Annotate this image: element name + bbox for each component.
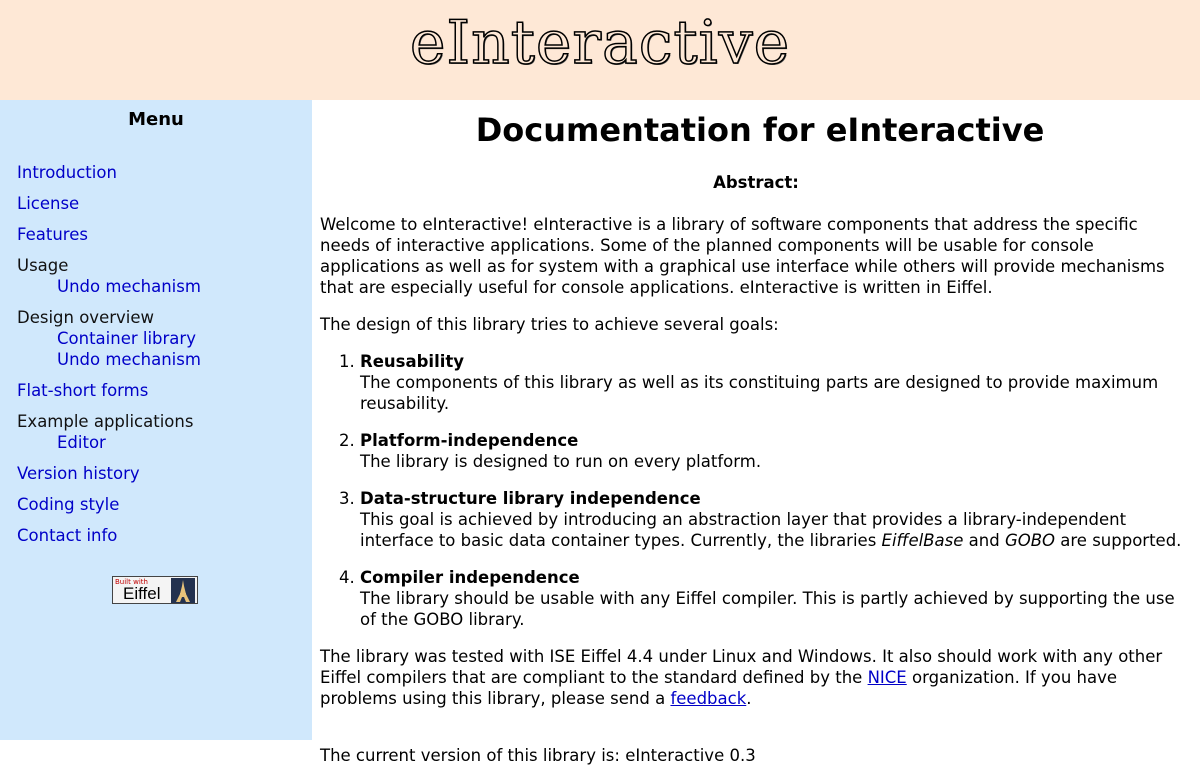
sidebar-item-usage-undo-mechanism[interactable]: Undo mechanism xyxy=(57,277,201,296)
abstract-body xyxy=(320,214,1192,782)
goals-intro: The design of this library tries to achieve several goals: xyxy=(320,315,779,334)
goal-title: 4. Compiler independence xyxy=(360,568,580,587)
feedback-link[interactable]: feedback xyxy=(670,689,747,708)
eiffel-tower-icon xyxy=(171,578,195,603)
sidebar-group-usage: Usage xyxy=(17,256,69,275)
list-item xyxy=(360,488,1192,551)
list-item xyxy=(360,351,1192,414)
goal-text: This goal is achieved by introducing an abstraction layer that provides a library-independent interface to basic data container types. Currently, the libraries xyxy=(360,510,1127,550)
tested-paragraph xyxy=(320,646,1192,709)
sidebar-item-license[interactable]: License xyxy=(17,194,80,213)
list-item xyxy=(360,430,1192,472)
sidebar-group-example-applications: Example applications xyxy=(17,412,194,431)
badge-big-text: Eiffel xyxy=(123,584,161,603)
sidebar-item-editor[interactable]: Editor xyxy=(57,433,106,452)
goal-text: The library should be usable with any Eiffel compiler. This is partly achieved by supporting the use of the GOBO library. xyxy=(360,589,1175,629)
sidebar-group-design-overview: Design overview xyxy=(17,308,155,327)
goal-text: and xyxy=(963,531,1005,550)
sidebar-item-features[interactable]: Features xyxy=(17,225,88,244)
gobo-name: GOBO xyxy=(1004,531,1056,550)
sidebar-item-container-library[interactable]: Container library xyxy=(57,329,196,348)
goal-title: 1. Reusability xyxy=(360,352,465,371)
sidebar-item-flat-short-forms[interactable]: Flat-short forms xyxy=(17,381,149,400)
sidebar-item-version-history[interactable]: Version history xyxy=(17,464,140,483)
tested-text: organization. If you have problems using this library, please send a xyxy=(320,668,1118,708)
goal-title: 2. Platform-independence xyxy=(360,431,579,450)
goal-title: 3. Data-structure library independence xyxy=(360,489,701,508)
sidebar xyxy=(0,100,312,740)
sidebar-item-introduction[interactable]: Introduction xyxy=(17,163,117,182)
goal-text: The library is designed to run on every platform. xyxy=(360,452,762,471)
list-item xyxy=(360,567,1192,630)
sidebar-menu xyxy=(17,162,307,556)
goal-text: The components of this library as well as its constituing parts are designed to provide maximum reusability. xyxy=(360,373,1159,413)
site-logo: eInteractive xyxy=(409,8,791,78)
tested-text: The library was tested with ISE Eiffel 4.4 under Linux and Windows. It also should work with any other Eiffel compilers that are compliant to the standard defined by the xyxy=(320,647,1163,687)
intro-paragraph: Welcome to eInteractive! eInteractive is a library of software components that address the specific needs of interactive applications. Some of the planned components will be usable for console applications as well as for system with a graphical use interface while others will provide mechanisms that are especially useful for console applications. eInteractive is written in Eiffel. xyxy=(320,215,1165,297)
header-banner xyxy=(0,0,1200,100)
sidebar-item-coding-style[interactable]: Coding style xyxy=(17,495,120,514)
abstract-heading: Abstract: xyxy=(713,173,799,192)
built-with-eiffel-badge[interactable] xyxy=(112,576,198,604)
menu-title: Menu xyxy=(128,109,184,130)
badge-small-text: Built with xyxy=(115,578,148,586)
sidebar-item-design-undo-mechanism[interactable]: Undo mechanism xyxy=(57,350,201,369)
eiffelbase-name: EiffelBase xyxy=(881,531,964,550)
sidebar-item-contact-info[interactable]: Contact info xyxy=(17,526,118,545)
tested-text: . xyxy=(746,689,752,708)
goal-text: are supported. xyxy=(1055,531,1182,550)
page-title: Documentation for eInteractive xyxy=(475,111,1045,149)
goals-list xyxy=(320,351,1192,630)
nice-link[interactable]: NICE xyxy=(867,668,907,687)
version-line: The current version of this library is: eInteractive 0.3 xyxy=(320,746,756,765)
